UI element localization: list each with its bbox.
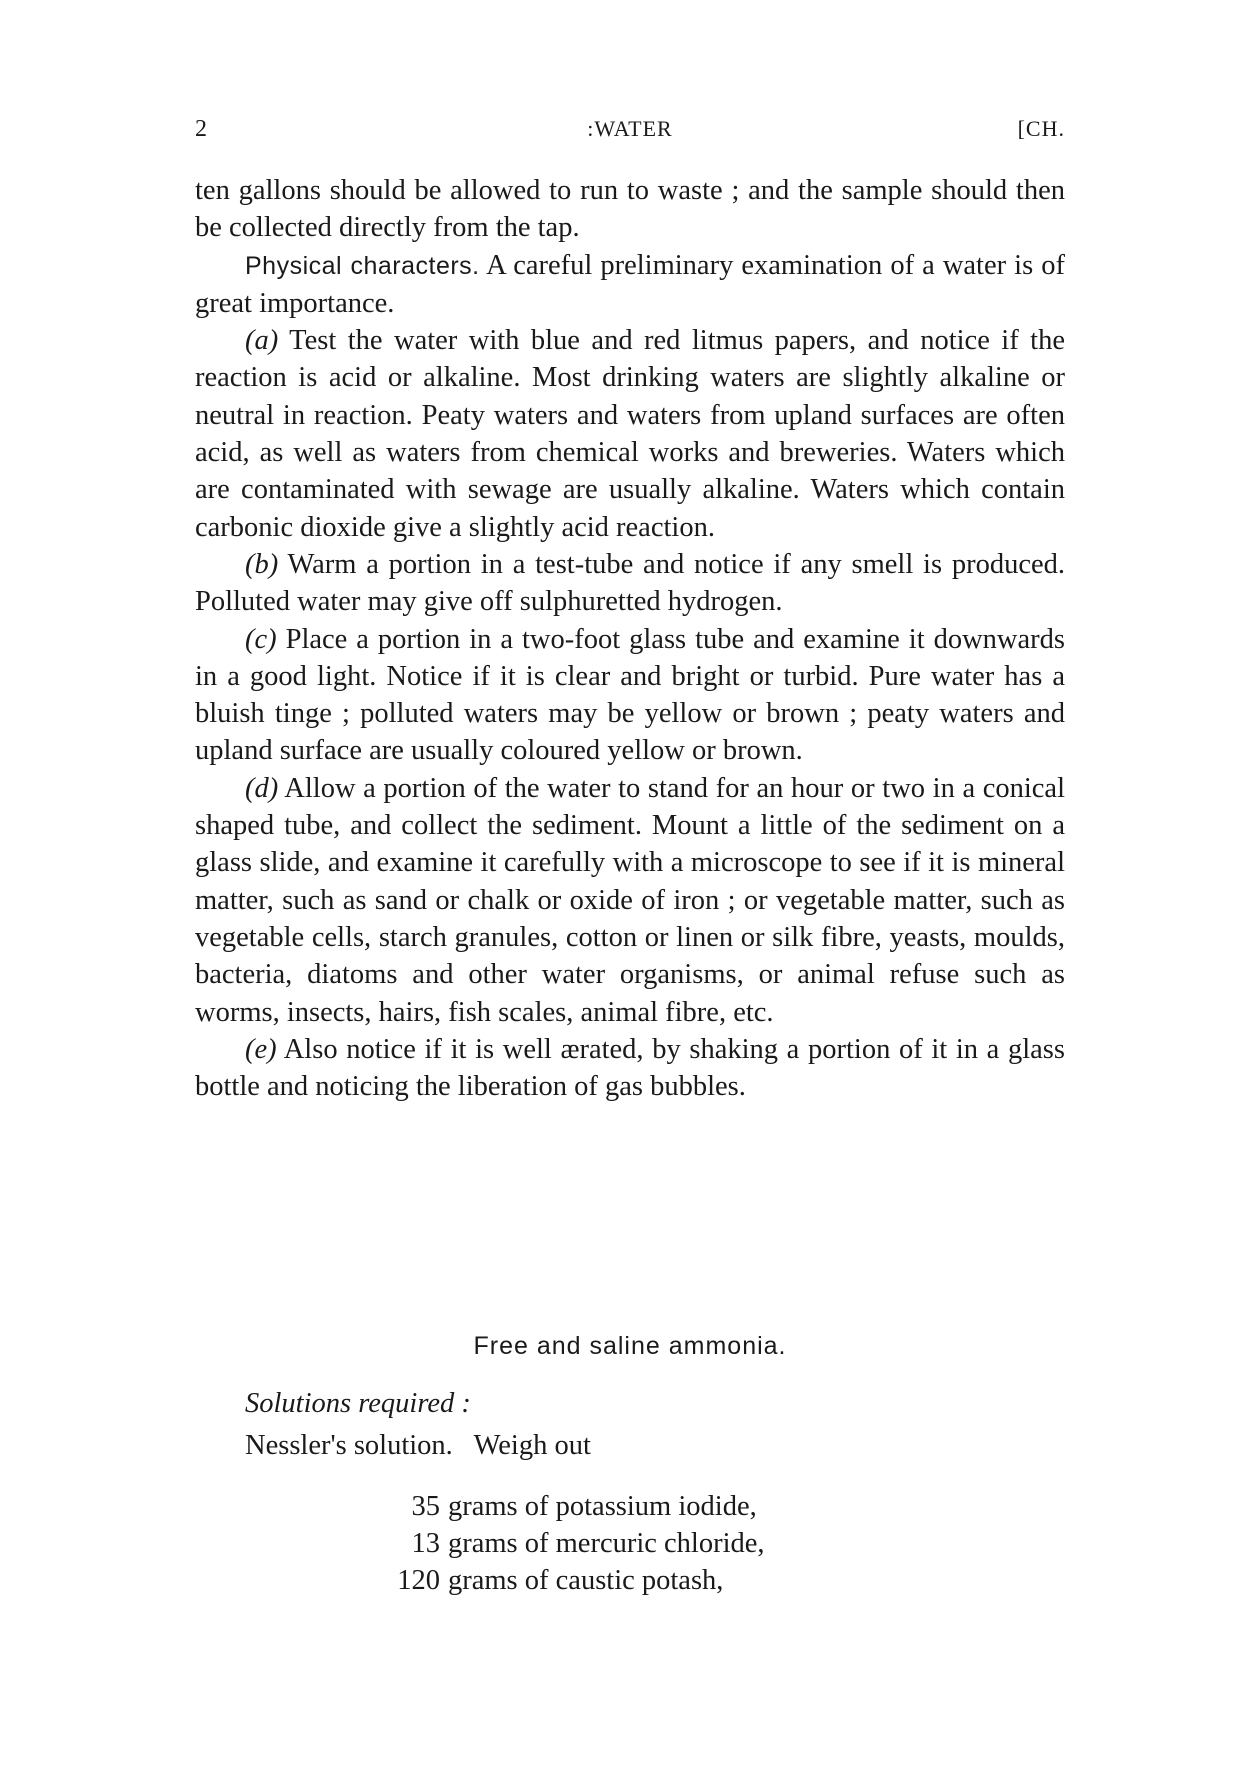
item-label: (b) [245,548,279,580]
paragraph-lead: Physical characters. [245,251,480,280]
item-label: (d) [245,772,279,804]
item-label: (e) [245,1033,277,1065]
paragraph-text: Also notice if it is well ærated, by shaking a portion of it in a glass bottle and noticing the liberation of gas bubbles. [195,1033,1065,1103]
solutions-required-label: Solutions required : [245,1388,471,1419]
paragraph [195,1031,1065,1106]
solutions-block [245,1383,591,1467]
item-label: (c) [245,623,277,655]
paragraph-text: Warm a portion in a test-tube and notice if any smell is produced. Polluted water may give off sulphuretted hydrogen. [195,548,1065,618]
paragraph [195,247,1065,323]
ingredient-row [380,1562,765,1599]
paragraph-text: A careful preliminary examination of a water is of great importance. [195,249,1065,319]
page-header [195,116,1065,156]
ingredient-quantity: 120 [397,1565,440,1596]
paragraph [195,621,1065,770]
ingredient-text: grams of potassium iodide, [448,1491,757,1522]
paragraph [195,172,1065,247]
ingredient-list [380,1488,765,1599]
running-head: :WATER [587,116,673,141]
paragraph-text: ten gallons should be allowed to run to waste ; and the sample should then be collected directly from the tap. [195,175,1065,244]
section-heading: Free and saline ammonia. [473,1332,787,1360]
ingredient-row [380,1488,765,1525]
paragraph [195,546,1065,621]
page-number: 2 [195,116,207,142]
paragraph [195,322,1065,546]
ingredient-quantity: 13 [411,1528,440,1559]
paragraph [195,770,1065,1031]
chapter-mark: [CH. [1017,116,1065,141]
body-text [195,172,1065,1105]
ingredient-row [380,1525,765,1562]
paragraph-text: Place a portion in a two-foot glass tube and examine it downwards in a good light. Notice if it is clear and bright or turbid. Pure water has a bluish tinge ; polluted waters may be yellow or brown ; peaty waters and upland surface are usually coloured yellow or brown. [195,623,1065,767]
item-label: (a) [245,325,279,357]
ingredient-quantity: 35 [411,1491,440,1522]
nessler-line: Nessler's solution. Weigh out [245,1430,591,1461]
ingredient-text: grams of caustic potash, [448,1565,724,1596]
paragraph-text: Test the water with blue and red litmus papers, and notice if the reaction is acid or alkaline. Most drinking waters are slightly alkaline or neutral in reaction. Peaty waters and waters from upland surfaces are often acid, as well as waters from chemical works and breweries. Waters which are contaminated with sewage are usually alkaline. Waters which contain carbonic dioxide give a slightly acid reaction. [195,325,1065,543]
ingredient-text: grams of mercuric chloride, [448,1528,765,1559]
paragraph-text: Allow a portion of the water to stand for an hour or two in a conical shaped tube, and collect the sediment. Mount a little of the sediment on a glass slide, and examine it carefully with a microscope to see if it is mineral matter, such as sand or chalk or oxide of iron ; or vegetable matter, such as vegetable cells, starch granules, cotton or linen or silk fibre, yeasts, moulds, bacteria, diatoms and other water organisms, or animal refuse such as worms, insects, hairs, fish scales, animal fibre, etc. [195,772,1065,1028]
